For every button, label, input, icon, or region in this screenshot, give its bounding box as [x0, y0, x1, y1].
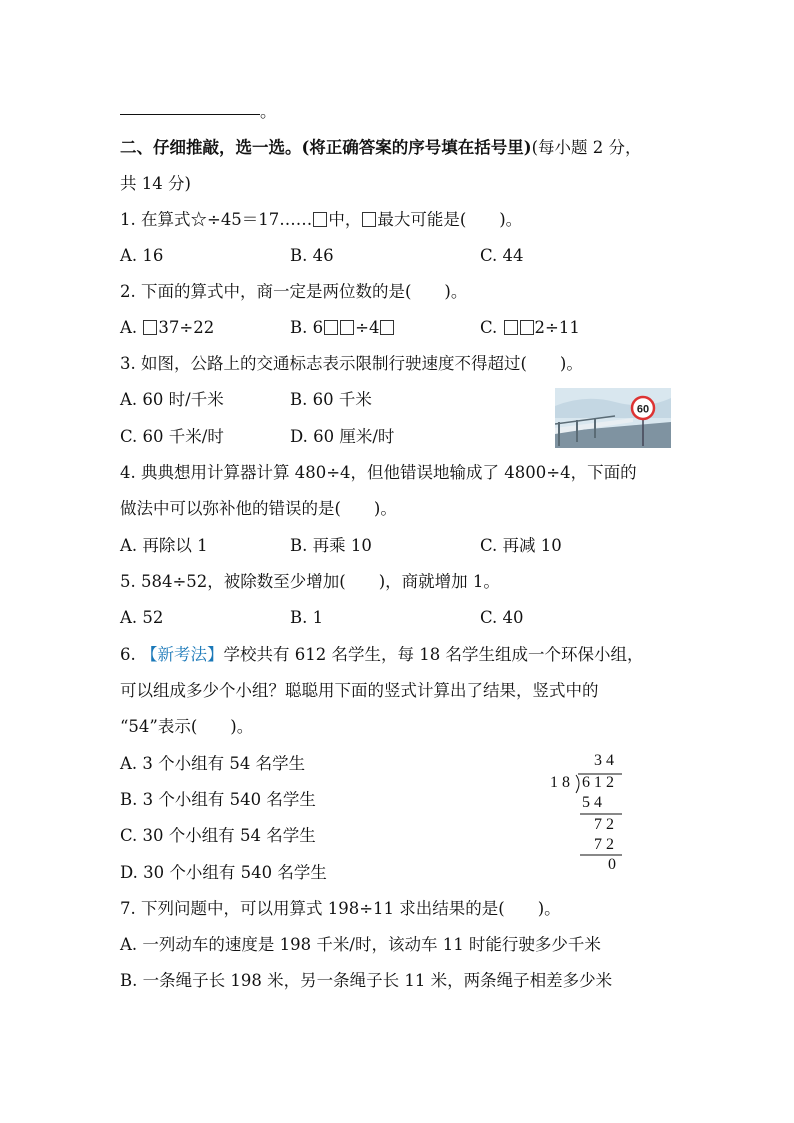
q2-option-a: A. 37÷22 — [120, 318, 215, 337]
q6-option-b: B. 3 个小组有 540 名学生 — [120, 790, 316, 809]
dividend: 6 1 2 — [582, 774, 614, 791]
q2-option-b: B. 6 ÷4 — [290, 318, 395, 338]
long-division-diagram — [550, 750, 630, 875]
division-remainder: 0 — [608, 856, 616, 873]
division-step-1: 5 4 — [582, 794, 602, 811]
question-4-line2: 做法中可以弥补他的错误的是( )。 — [120, 499, 397, 518]
section-heading — [120, 138, 642, 158]
question-6-line3: “54”表示( )。 — [120, 717, 254, 736]
q5-option-c: C. 40 — [480, 608, 524, 627]
blank-box — [504, 320, 518, 335]
q4-option-b: B. 再乘 10 — [290, 536, 372, 555]
q1-option-b: B. 46 — [290, 246, 334, 265]
q6-option-a: A. 3 个小组有 54 名学生 — [120, 754, 306, 773]
speed-sign-value: 60 — [636, 403, 650, 416]
blank-box — [340, 320, 354, 335]
q4-option-a: A. 再除以 1 — [120, 536, 208, 555]
question-6-line2: 可以组成多少个小组？聪聪用下面的竖式计算出了结果，竖式中的 — [120, 681, 599, 700]
q3-option-b: B. 60 千米 — [290, 390, 372, 409]
question-4-line1: 4. 典典想用计算器计算 480÷4，但他错误地输成了 4800÷4，下面的 — [120, 463, 637, 482]
section-heading-tail: (每小题 2 分， — [531, 138, 642, 157]
divisor: 1 8 — [550, 774, 570, 791]
q7-option-b: B. 一条绳子长 198 米，另一条绳子长 11 米，两条绳子相差多少米 — [120, 971, 613, 990]
q1-option-c: C. 44 — [480, 246, 524, 265]
section-heading-bold: 二、仔细推敲，选一选。(将正确答案的序号填在括号里) — [120, 138, 532, 157]
section-heading-line2: 共 14 分) — [120, 174, 191, 193]
speed-limit-sign-image — [555, 388, 671, 448]
question-2-stem: 2. 下面的算式中，商一定是两位数的是( )。 — [120, 282, 468, 301]
blank-box — [362, 212, 376, 227]
q4-option-c: C. 再减 10 — [480, 536, 562, 555]
q2-option-c: C. 2÷11 — [480, 318, 580, 337]
q7-option-a: A. 一列动车的速度是 198 千米/时，该动车 11 时能行驶多少千米 — [120, 935, 601, 954]
q5-option-a: A. 52 — [120, 608, 164, 627]
question-5-stem: 5. 584÷52，被除数至少增加( )，商就增加 1。 — [120, 572, 500, 591]
q6-option-c: C. 30 个小组有 54 名学生 — [120, 826, 316, 845]
question-1-stem: 1. 在算式☆÷45＝17…… 中， 最大可能是( )。 — [120, 210, 523, 229]
q1-option-a: A. 16 — [120, 246, 164, 265]
question-3-stem: 3. 如图，公路上的交通标志表示限制行驶速度不得超过( )。 — [120, 354, 583, 373]
blank-box — [143, 320, 157, 335]
quotient: 3 4 — [594, 752, 614, 769]
division-step-2: 7 2 — [594, 816, 614, 833]
question-7-stem: 7. 下列问题中，可以用算式 198÷11 求出结果的是( )。 — [120, 899, 561, 918]
blank-box — [324, 320, 338, 335]
blank-box — [520, 320, 534, 335]
answer-blank-line: 。 — [120, 100, 277, 122]
new-exam-tag: 【新考法】 — [141, 645, 224, 664]
division-lines — [550, 750, 630, 875]
blank-underline — [120, 100, 260, 115]
q3-option-a: A. 60 时/千米 — [120, 390, 224, 409]
q6-option-d: D. 30 个小组有 540 名学生 — [120, 863, 327, 882]
question-6-line1: 6. 【新考法】学校共有 612 名学生，每 18 名学生组成一个环保小组， — [120, 645, 644, 664]
blank-box — [313, 212, 327, 227]
blank-box — [380, 320, 394, 335]
division-step-3: 7 2 — [594, 836, 614, 853]
q3-option-c: C. 60 千米/时 — [120, 427, 224, 446]
q5-option-b: B. 1 — [290, 608, 324, 627]
q3-option-d: D. 60 厘米/时 — [290, 427, 395, 446]
